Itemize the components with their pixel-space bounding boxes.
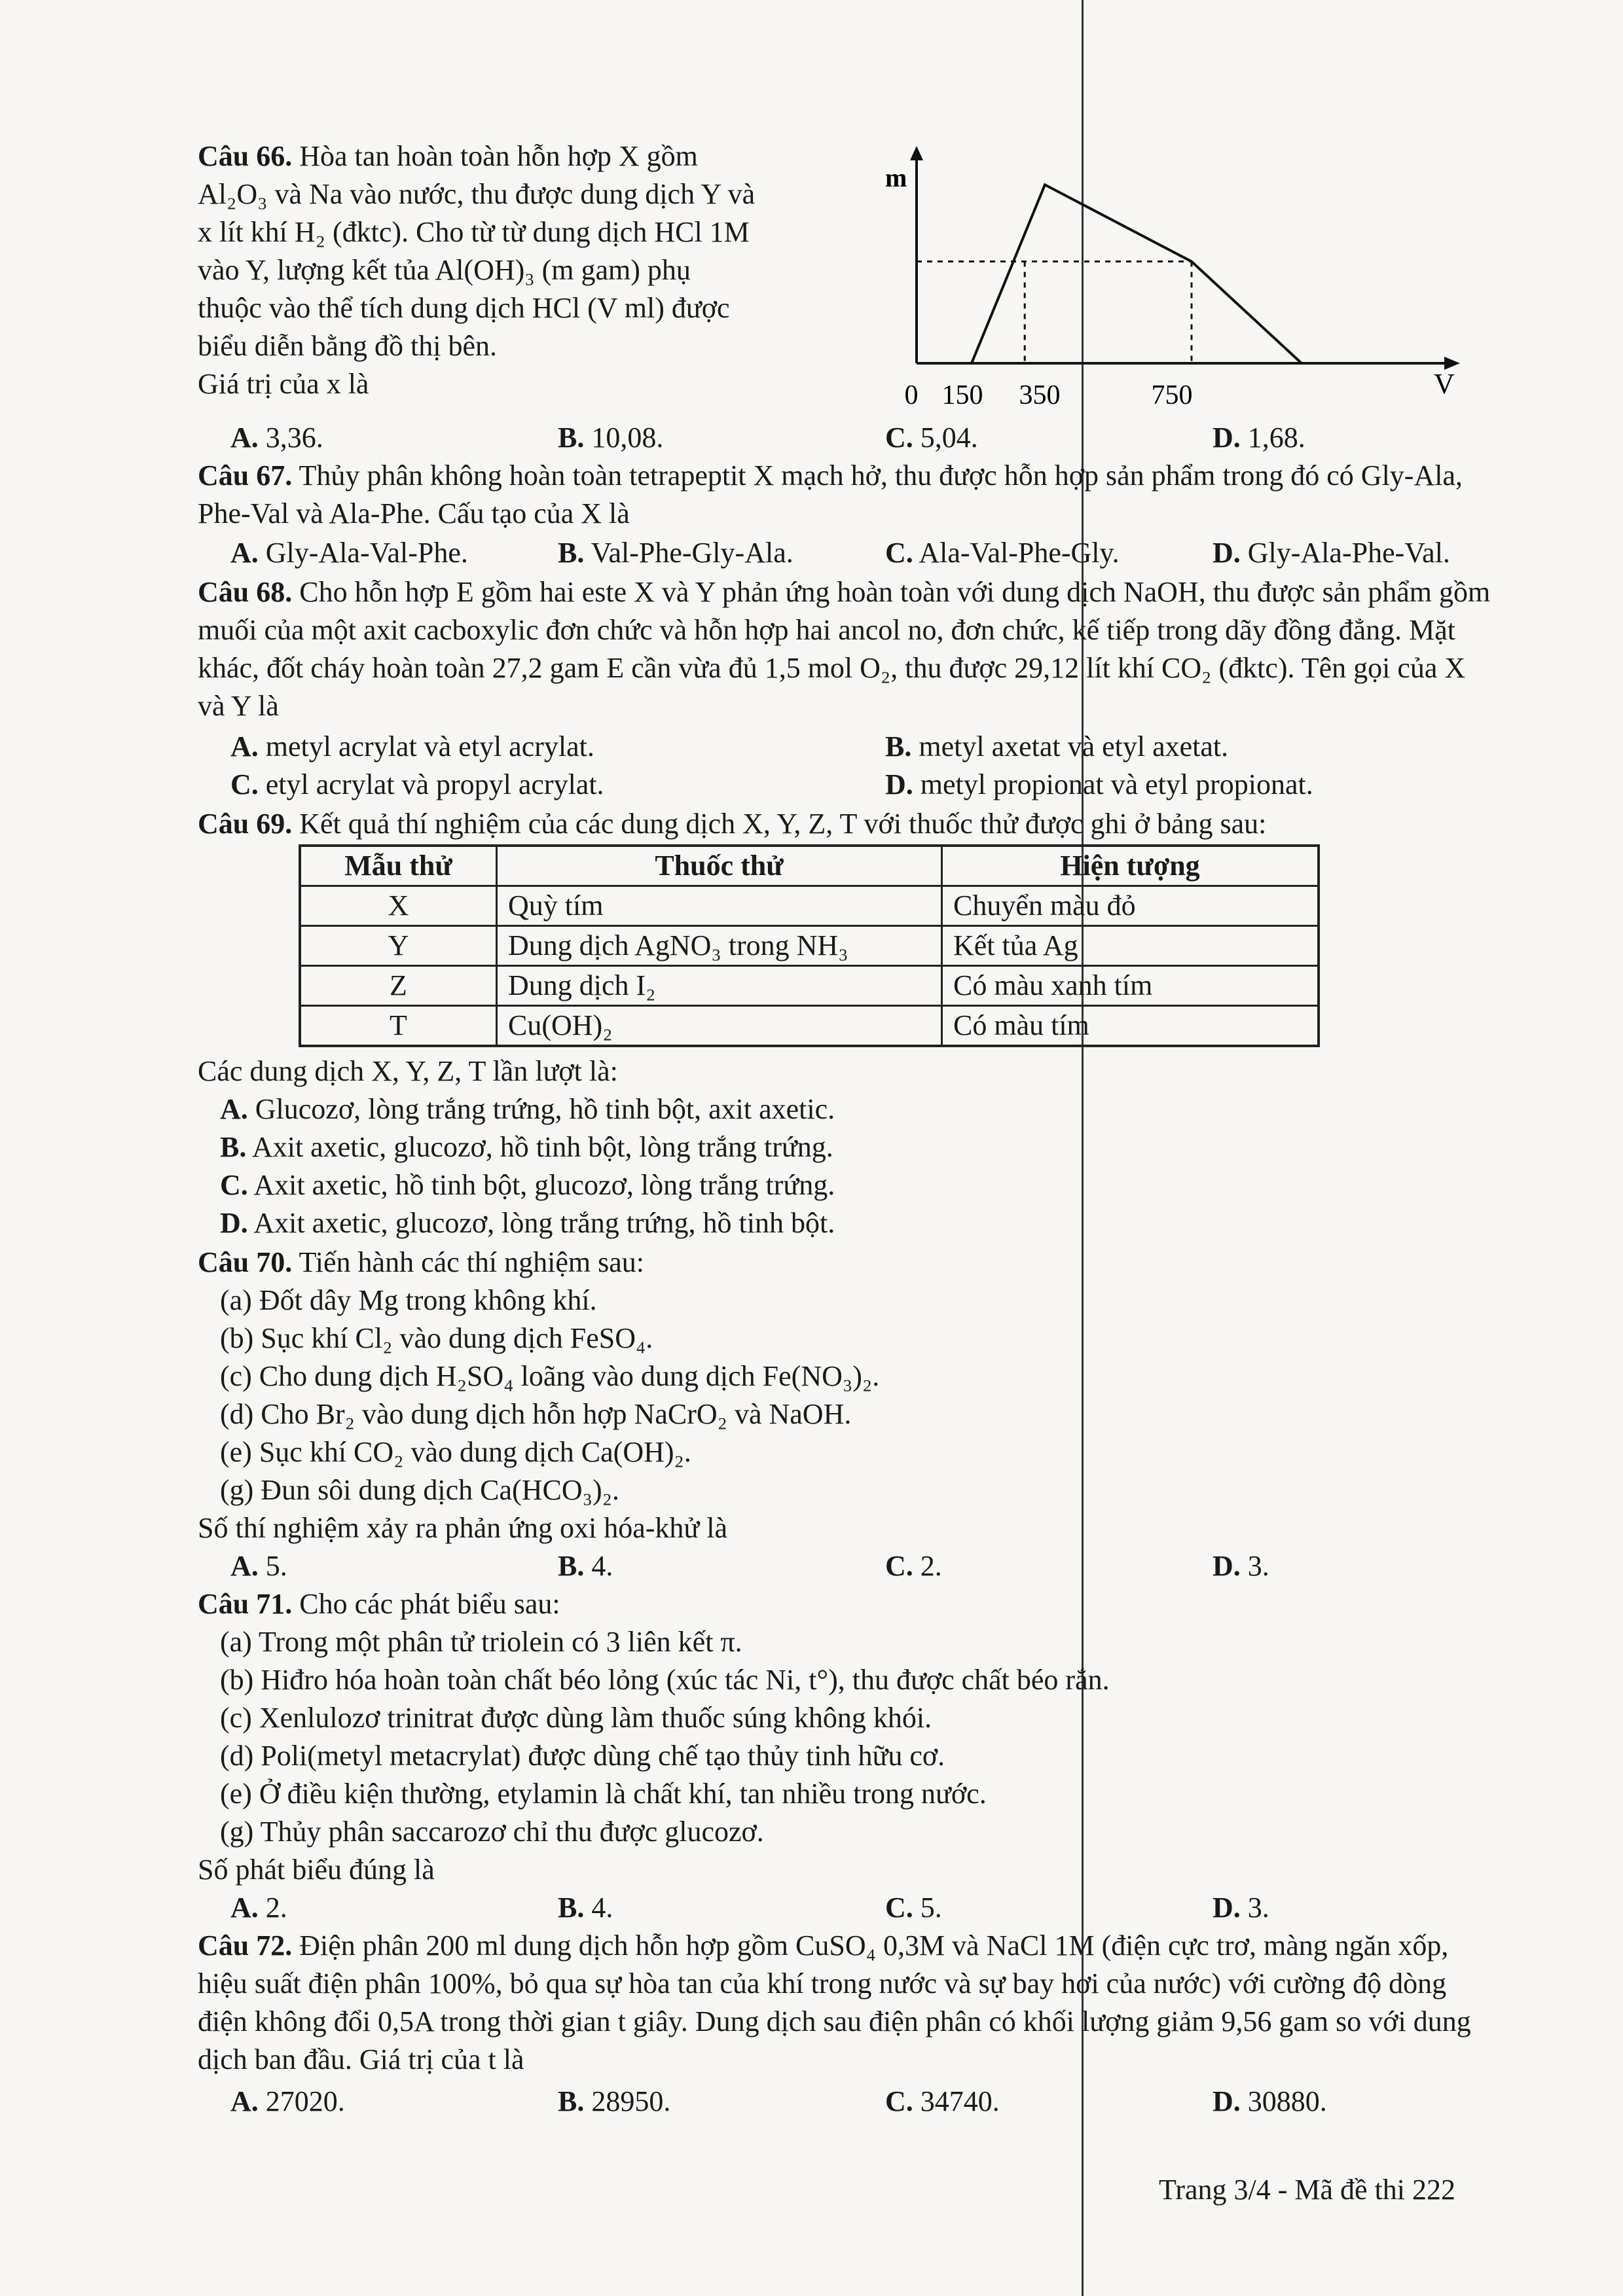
table-row bbox=[300, 886, 1319, 926]
question-69-label: Câu 69. bbox=[198, 808, 293, 840]
option-72-d: D. 30880. bbox=[1213, 2085, 1327, 2117]
list-item: (e) Ở điều kiện thường, etylamin là chất khí, tan nhiều trong nước. bbox=[220, 1778, 987, 1810]
list-item: (a) Đốt dây Mg trong không khí. bbox=[220, 1284, 597, 1316]
option-71-a: A. 2. bbox=[230, 1892, 287, 1924]
x-tick-0: 0 bbox=[904, 380, 919, 410]
list-item: (g) Thủy phân saccarozơ chỉ thu được glucozơ. bbox=[220, 1816, 764, 1848]
question-71-items bbox=[198, 1623, 1516, 1851]
question-70-items bbox=[198, 1282, 1516, 1509]
table-cell: Chuyển màu đỏ bbox=[942, 886, 1319, 926]
option-67-a: A. Gly-Ala-Val-Phe. bbox=[230, 537, 468, 569]
question-67-text: Thủy phân không hoàn toàn tetrapeptit X mạch hở, thu được hỗn hợp sản phẩm trong đó có Gly-Ala, Phe-Val và Ala-Phe. Cấu tạo của X là bbox=[198, 459, 1463, 529]
table-cell: Dung dịch I₂ bbox=[497, 966, 942, 1006]
question-66-line-3: x lít khí H₂ (đktc). Cho từ từ dung dịch HCl 1M bbox=[198, 216, 750, 248]
option-66-a: A. 3,36. bbox=[230, 422, 323, 454]
option-69-b: B. Axit axetic, glucozơ, hồ tinh bột, lòng trắng trứng. bbox=[220, 1131, 833, 1163]
question-70-options bbox=[230, 1547, 1507, 1585]
question-72 bbox=[198, 1927, 1494, 2079]
question-70-ask: Số thí nghiệm xảy ra phản ứng oxi hóa-khử là bbox=[198, 1512, 727, 1544]
option-70-b: B. 4. bbox=[558, 1550, 613, 1582]
question-71 bbox=[198, 1585, 1494, 1623]
question-71-options bbox=[230, 1889, 1507, 1927]
y-axis-label: m bbox=[885, 163, 907, 192]
list-item: (e) Sục khí CO₂ vào dung dịch Ca(OH)₂. bbox=[220, 1436, 691, 1468]
table-row bbox=[300, 966, 1319, 1006]
question-68 bbox=[198, 573, 1494, 725]
question-70-label: Câu 70. bbox=[198, 1246, 293, 1278]
option-71-b: B. 4. bbox=[558, 1892, 613, 1924]
question-67-label: Câu 67. bbox=[198, 459, 293, 492]
precipitate-curve bbox=[972, 185, 1302, 363]
question-68-options-row-2 bbox=[230, 766, 1507, 804]
question-67 bbox=[198, 457, 1494, 533]
question-66 bbox=[198, 137, 852, 403]
question-66-line-6: biểu diễn bằng đồ thị bên. bbox=[198, 330, 498, 362]
question-66-line-7: Giá trị của x là bbox=[198, 368, 369, 400]
question-71-text: Cho các phát biểu sau: bbox=[299, 1588, 560, 1620]
question-66-options bbox=[230, 419, 1507, 457]
option-72-b: B. 28950. bbox=[558, 2085, 671, 2117]
question-69-text: Kết quả thí nghiệm của các dung dịch X, Y, Z, T với thuốc thử được ghi ở bảng sau: bbox=[299, 808, 1267, 840]
list-item: (d) Poli(metyl metacrylat) được dùng chế tạo thủy tinh hữu cơ. bbox=[220, 1740, 945, 1772]
table-cell: Dung dịch AgNO₃ trong NH₃ bbox=[497, 926, 942, 966]
option-68-b: B. metyl axetat và etyl axetat. bbox=[885, 730, 1229, 762]
option-69-d: D. Axit axetic, glucozơ, lòng trắng trứng, hồ tinh bột. bbox=[220, 1207, 835, 1239]
question-66-line-5: thuộc vào thể tích dung dịch HCl (V ml) được bbox=[198, 292, 730, 324]
question-69-options bbox=[198, 1090, 1516, 1242]
option-68-c: C. etyl acrylat và propyl acrylat. bbox=[230, 768, 604, 800]
question-69-after-text: Các dung dịch X, Y, Z, T lần lượt là: bbox=[198, 1055, 618, 1087]
question-68-options-row-1 bbox=[230, 728, 1507, 766]
question-69-after bbox=[198, 1052, 1494, 1090]
option-66-c: C. 5,04. bbox=[885, 422, 978, 454]
list-item: (b) Hiđro hóa hoàn toàn chất béo lỏng (xúc tác Ni, t°), thu được chất béo rắn. bbox=[220, 1664, 1110, 1696]
question-72-options bbox=[230, 2083, 1507, 2121]
table-cell: Cu(OH)₂ bbox=[497, 1006, 942, 1047]
table-row bbox=[300, 1006, 1319, 1047]
table-header: Mẫu thử bbox=[300, 846, 497, 886]
question-66-label: Câu 66. bbox=[198, 140, 293, 172]
question-66-line-4: vào Y, lượng kết tủa Al(OH)₃ (m gam) phụ bbox=[198, 254, 691, 286]
x-axis-label: V bbox=[1434, 368, 1455, 401]
list-item: (c) Xenlulozơ trinitrat được dùng làm thuốc súng không khói. bbox=[220, 1702, 932, 1734]
question-69 bbox=[198, 805, 1494, 843]
option-66-d: D. 1,68. bbox=[1213, 422, 1305, 454]
x-tick-150: 150 bbox=[941, 380, 983, 410]
table-cell: Có màu xanh tím bbox=[942, 966, 1319, 1006]
option-70-d: D. 3. bbox=[1213, 1550, 1269, 1582]
question-68-text: Cho hỗn hợp E gồm hai este X và Y phản ứng hoàn toàn với dung dịch NaOH, thu được sản phẩm gồm muối của một axit cacboxylic đơn chức và hỗn hợp hai ancol no, đơn chức, kế tiếp trong dãy đồng đẳng. Mặt khác, đốt cháy hoàn toàn 27,2 gam E cần vừa đủ 1,5 mol O₂, thu được 29,12 lít khí CO₂ (đktc). Tên gọi của X và Y là bbox=[198, 576, 1491, 722]
x-tick-750: 750 bbox=[1151, 380, 1193, 410]
question-68-label: Câu 68. bbox=[198, 576, 293, 608]
option-67-b: B. Val-Phe-Gly-Ala. bbox=[558, 537, 793, 569]
table-cell: X bbox=[300, 886, 497, 926]
option-66-b: B. 10,08. bbox=[558, 422, 664, 454]
question-71-ask: Số phát biểu đúng là bbox=[198, 1854, 435, 1886]
option-71-c: C. 5. bbox=[885, 1892, 942, 1924]
list-item: (b) Sục khí Cl₂ vào dung dịch FeSO₄. bbox=[220, 1322, 653, 1354]
table-cell: Kết tủa Ag bbox=[942, 926, 1319, 966]
option-70-a: A. 5. bbox=[230, 1550, 287, 1582]
list-item: (g) Đun sôi dung dịch Ca(HCO₃)₂. bbox=[220, 1474, 619, 1506]
option-68-d: D. metyl propionat và etyl propionat. bbox=[885, 768, 1313, 800]
question-72-label: Câu 72. bbox=[198, 1929, 293, 1962]
table-cell: Quỳ tím bbox=[497, 886, 942, 926]
option-72-c: C. 34740. bbox=[885, 2085, 1000, 2117]
results-table bbox=[299, 844, 1320, 1047]
option-68-a: A. metyl acrylat và etyl acrylat. bbox=[230, 730, 594, 762]
question-70 bbox=[198, 1244, 1494, 1282]
option-69-a: A. Glucozơ, lòng trắng trứng, hồ tinh bột, axit axetic. bbox=[220, 1093, 835, 1125]
question-66-line-2: Al₂O₃ và Na vào nước, thu được dung dịch Y và bbox=[198, 178, 756, 210]
option-67-c: C. Ala-Val-Phe-Gly. bbox=[885, 537, 1120, 569]
table-cell: Y bbox=[300, 926, 497, 966]
question-72-text: Điện phân 200 ml dung dịch hỗn hợp gồm CuSO₄ 0,3M và NaCl 1M (điện cực trơ, màng ngăn xốp, hiệu suất điện phân 100%, bỏ qua sự hòa tan của khí trong nước và sự bay hơi của nước) với cường độ dòng điện không đổi 0,5A trong thời gian t giây. Dung dịch sau điện phân có khối lượng giảm 9,56 gam so với dung dịch ban đầu. Giá trị của t là bbox=[198, 1929, 1471, 2075]
table-cell: Z bbox=[300, 966, 497, 1006]
question-71-label: Câu 71. bbox=[198, 1588, 293, 1620]
option-69-c: C. Axit axetic, hồ tinh bột, glucozơ, lòng trắng trứng. bbox=[220, 1169, 835, 1201]
table-header-row bbox=[300, 846, 1319, 886]
table-cell: T bbox=[300, 1006, 497, 1047]
x-tick-350: 350 bbox=[1019, 380, 1061, 410]
option-72-a: A. 27020. bbox=[230, 2085, 345, 2117]
list-item: (a) Trong một phân tử triolein có 3 liên kết π. bbox=[220, 1626, 742, 1658]
question-67-options bbox=[230, 534, 1507, 572]
question-66-line-1: Hòa tan hoàn toàn hỗn hợp X gồm bbox=[299, 140, 698, 172]
page-footer: Trang 3/4 - Mã đề thi 222 bbox=[1159, 2174, 1456, 2206]
y-axis-arrow bbox=[910, 146, 923, 160]
option-70-c: C. 2. bbox=[885, 1550, 942, 1582]
table-row bbox=[300, 926, 1319, 966]
list-item: (d) Cho Br₂ vào dung dịch hỗn hợp NaCrO₂ và NaOH. bbox=[220, 1398, 852, 1430]
table-cell: Có màu tím bbox=[942, 1006, 1319, 1047]
precipitate-graph bbox=[871, 141, 1493, 429]
list-item: (c) Cho dung dịch H₂SO₄ loãng vào dung dịch Fe(NO₃)₂. bbox=[220, 1360, 880, 1392]
table-header: Thuốc thử bbox=[497, 846, 942, 886]
option-67-d: D. Gly-Ala-Phe-Val. bbox=[1213, 537, 1450, 569]
table-header: Hiện tượng bbox=[942, 846, 1319, 886]
option-71-d: D. 3. bbox=[1213, 1892, 1269, 1924]
question-70-text: Tiến hành các thí nghiệm sau: bbox=[299, 1246, 644, 1278]
